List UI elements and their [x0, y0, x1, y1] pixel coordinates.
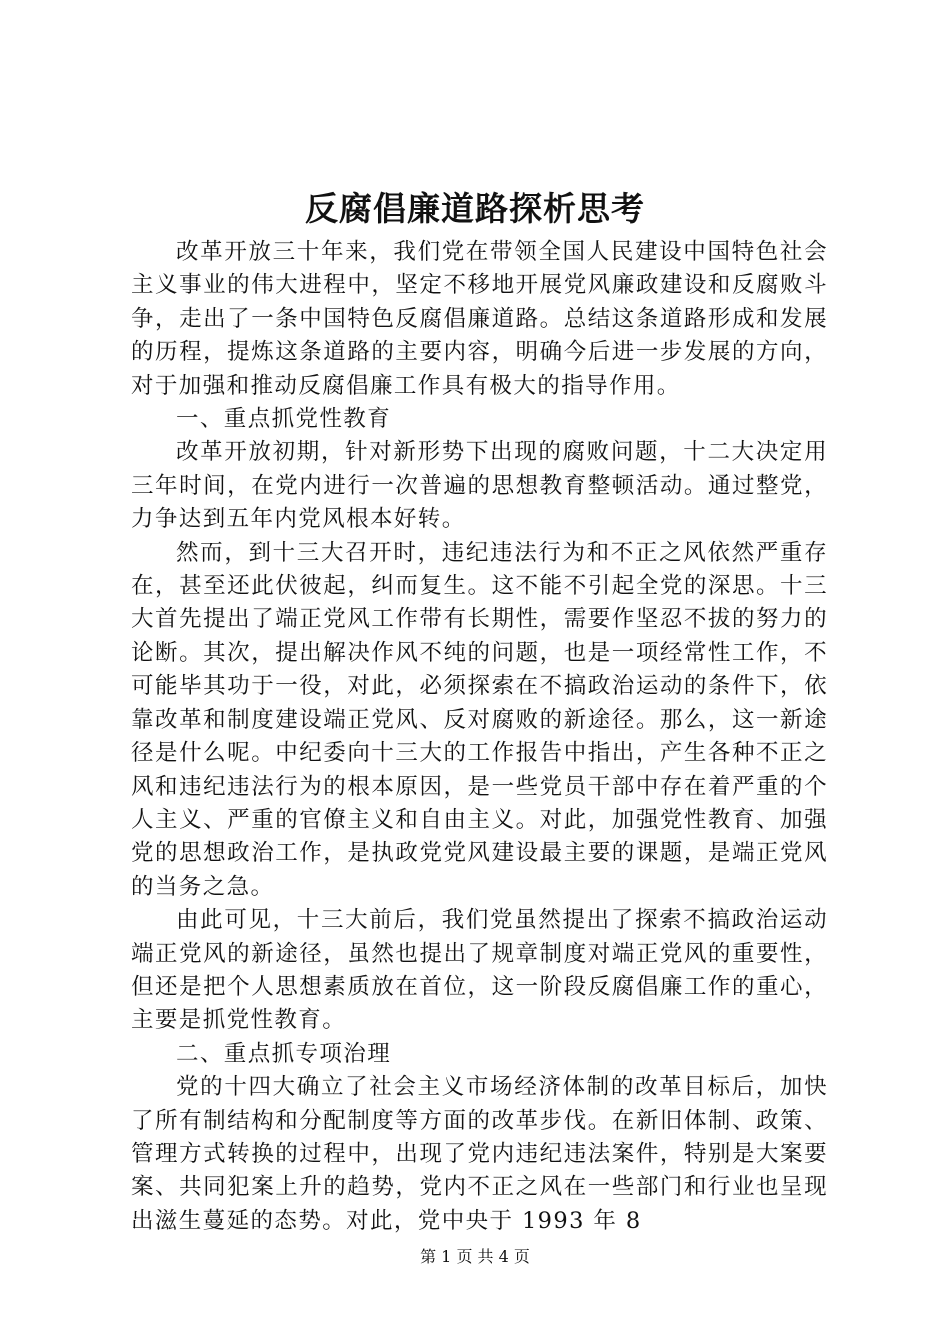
section-heading-2: 二、重点抓专项治理 [176, 1040, 392, 1067]
paragraph-4: 党的十四大确立了社会主义市场经济体制的改革目标后，加快了所有制结构和分配制度等方面的改革步伐。在新旧体制、政策、管理方式转换的过程中，出现了党内违纪违法案件，特别是大案要案、共同犯案上升的趋势，党内不正之风在一些部门和行业也呈现出滋生蔓延的态势。对此，党中央于 1993 年 8 [131, 1074, 828, 1234]
document-title: 反腐倡廉道路探析思考 [305, 189, 645, 228]
document-body [131, 236, 828, 1238]
page-footer: 第 1 页 共 4 页 [420, 1247, 530, 1266]
paragraph-intro: 改革开放三十年来，我们党在带领全国人民建设中国特色社会主义事业的伟大进程中，坚定不移地开展党风廉政建设和反腐败斗争，走出了一条中国特色反腐倡廉道路。总结这条道路形成和发展的历程，提炼这条道路的主要内容，明确今后进一步发展的方向，对于加强和推动反腐倡廉工作具有极大的指导作用。 [131, 239, 828, 399]
paragraph-2: 然而，到十三大召开时，违纪违法行为和不正之风依然严重存在，甚至还此伏彼起，纠而复生。这不能不引起全党的深思。十三大首先提出了端正党风工作带有长期性，需要作坚忍不拔的努力的论断。其次，提出解决作风不纯的问题，也是一项经常性工作，不可能毕其功于一役，对此，必须探索在不搞政治运动的条件下，依靠改革和制度建设端正党风、反对腐败的新途径。那么，这一新途径是什么呢。中纪委向十三大的工作报告中指出，产生各种不正之风和违纪违法行为的根本原因，是一些党员干部中存在着严重的个人主义、严重的官僚主义和自由主义。对此，加强党性教育、加强党的思想政治工作，是执政党党风建设最主要的课题，是端正党风的当务之急。 [131, 539, 828, 900]
section-heading-1: 一、重点抓党性教育 [176, 406, 392, 433]
paragraph-3: 由此可见，十三大前后，我们党虽然提出了探索不搞政治运动端正党风的新途径，虽然也提出了规章制度对端正党风的重要性，但还是把个人思想素质放在首位，这一阶段反腐倡廉工作的重心，主要是抓党性教育。 [131, 907, 828, 1034]
paragraph-1: 改革开放初期，针对新形势下出现的腐败问题，十二大决定用三年时间，在党内进行一次普遍的思想教育整顿活动。通过整党，力争达到五年内党风根本好转。 [131, 439, 828, 533]
